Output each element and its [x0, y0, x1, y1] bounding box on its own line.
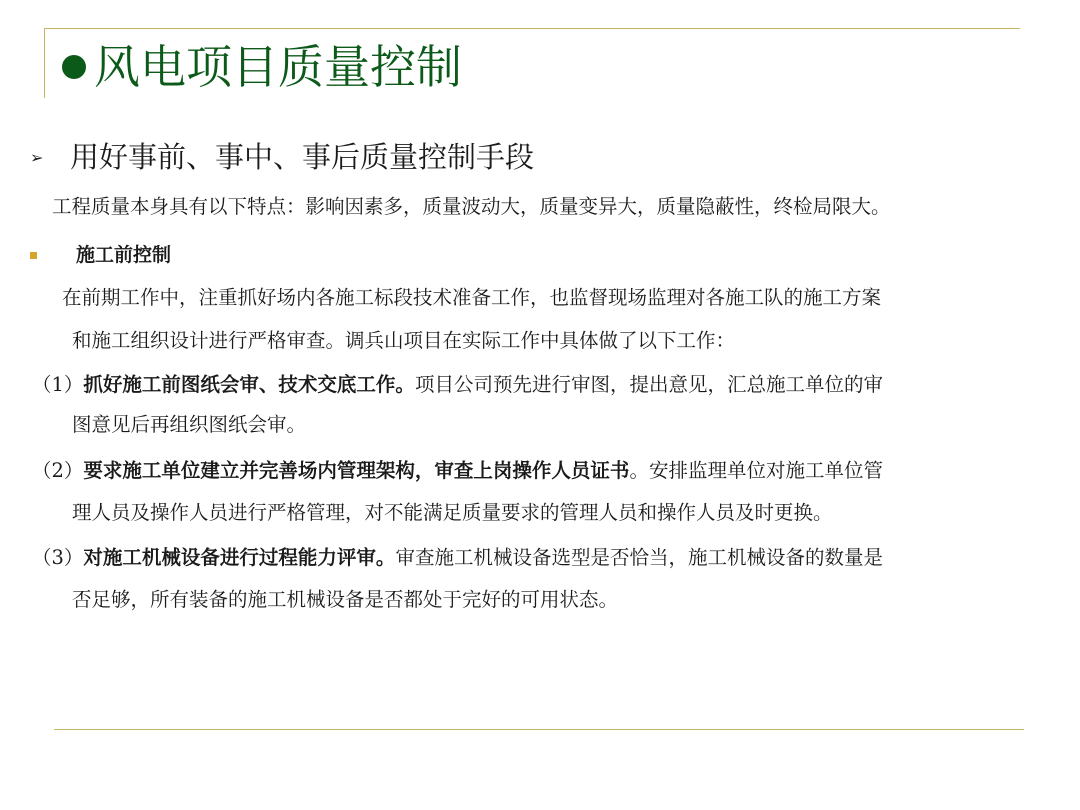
item-number: （2）	[32, 459, 84, 482]
slide-title: 风电项目质量控制	[94, 40, 462, 94]
intro-line-1: 在前期工作中，注重抓好场内各施工标段技术准备工作，也监督现场监理对各施工队的施工方案	[62, 286, 882, 309]
list-item-1-continuation: 图意见后再组织图纸会审。	[72, 413, 307, 436]
list-item-1	[32, 371, 883, 399]
item-bold-text: 对施工机械设备进行过程能力评审。	[83, 546, 396, 569]
frame-top-line	[44, 28, 1020, 29]
quality-features-text: 工程质量本身具有以下特点：影响因素多，质量波动大，质量变异大，质量隐蔽性，终检局限大。	[52, 195, 891, 218]
list-item-2	[32, 457, 883, 485]
item-text: 审查施工机械设备选型是否恰当，施工机械设备的数量是	[395, 546, 883, 569]
list-item-3	[32, 544, 883, 572]
frame-left-line	[44, 28, 45, 98]
item-text: 项目公司预先进行审图，提出意见，汇总施工单位的审	[414, 373, 883, 396]
frame-bottom-line	[54, 729, 1024, 730]
list-item-2-continuation: 理人员及操作人员进行严格管理，对不能满足质量要求的管理人员和操作人员及时更换。	[72, 501, 833, 524]
intro-line-2: 和施工组织设计进行严格审查。调兵山项目在实际工作中具体做了以下工作：	[72, 329, 736, 352]
item-bold-text: 要求施工单位建立并完善场内管理架构，审查上岗操作人员证书	[83, 459, 630, 482]
item-number: （3）	[32, 546, 84, 569]
list-item-3-continuation: 否足够，所有装备的施工机械设备是否都处于完好的可用状态。	[72, 588, 619, 611]
square-icon	[30, 252, 37, 259]
item-bold-text: 抓好施工前图纸会审、技术交底工作。	[83, 373, 415, 396]
item-number: （1）	[32, 373, 84, 396]
filled-circle-icon	[62, 55, 86, 79]
section-heading: 施工前控制	[76, 244, 172, 266]
item-text: 。安排监理单位对施工单位管	[629, 459, 883, 482]
arrow-right-icon: ➢	[30, 148, 44, 167]
main-heading: 用好事前、事中、事后质量控制手段	[70, 140, 535, 174]
